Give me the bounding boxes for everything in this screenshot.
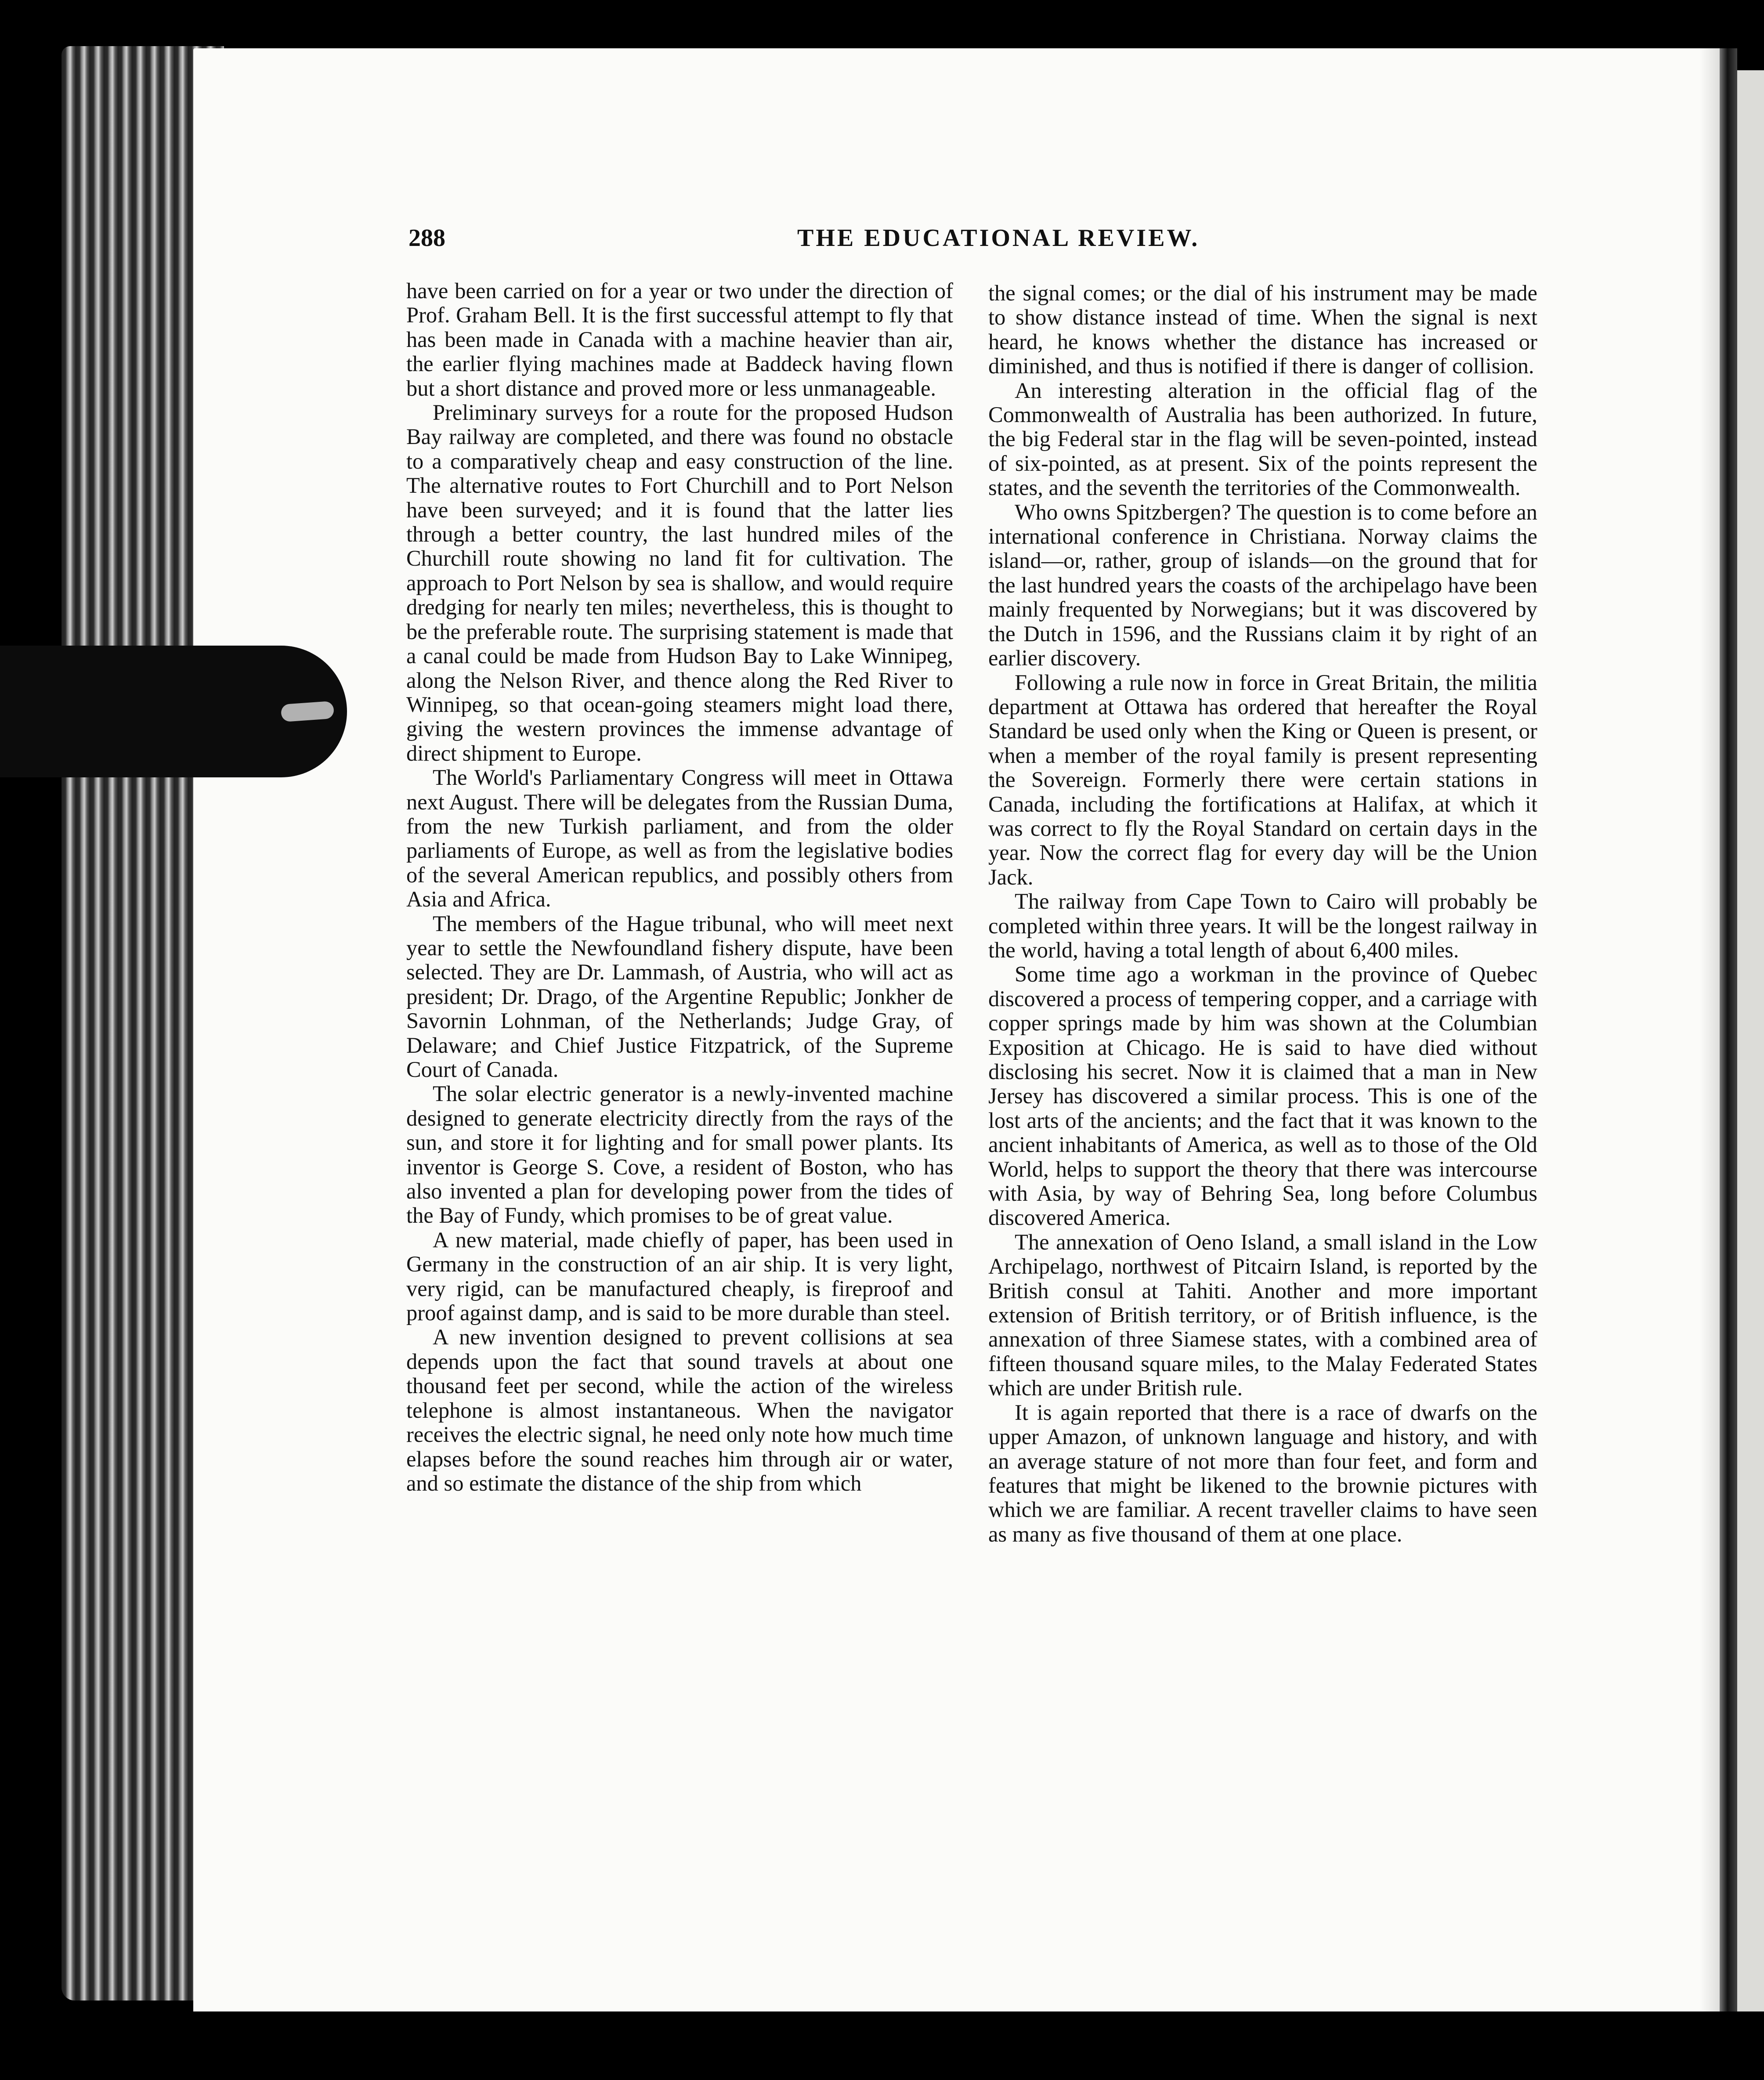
paragraph: the signal comes; or the dial of his instrument may be made to show distance instead of time. When the signal is next heard, he knows whether the distance has increased or diminished, and thus is notified if there is danger of collision.	[988, 281, 1537, 379]
left-column	[406, 279, 953, 1495]
paragraph: It is again reported that there is a race of dwarfs on the upper Amazon, of unknown language and history, and with an average stature of not more than four feet, and form and features that might be likened to the brownie pictures with which we are familiar. A recent traveller claims to have seen as many as five thousand of them at one place.	[988, 1400, 1537, 1546]
paragraph: Preliminary surveys for a route for the proposed Hudson Bay railway are completed, and there was found no obstacle to a comparatively cheap and easy construction of the line. The alternative routes to Fort Churchill and to Port Nelson have been surveyed; and it is found that the latter lies through a better country, the last hundred miles of the Churchill route showing no land fit for cultivation. The approach to Port Nelson by sea is shallow, and would require dredging for nearly ten miles; nevertheless, this is thought to be the preferable route. The surprising statement is made that a canal could be made from Hudson Bay to Lake Winnipeg, along the Nelson River, and thence along the Red River to Winnipeg, so that ocean-going steamers might load there, giving the western provinces the immense advantage of direct shipment to Europe.	[406, 400, 953, 766]
paragraph: The railway from Cape Town to Cairo will probably be completed within three years. It will be the longest railway in the world, having a total length of about 6,400 miles.	[988, 889, 1537, 962]
paragraph: The solar electric generator is a newly-invented machine designed to generate electricity directly from the rays of the sun, and store it for lighting and for small power plants. Its inventor is George S. Cove, a resident of Boston, who has also invented a plan for developing power from the tides of the Bay of Fundy, which promises to be of great value.	[406, 1081, 953, 1228]
thumb-highlight	[281, 701, 334, 722]
paragraph: An interesting alteration in the official flag of the Commonwealth of Australia has been authorized. In future, the big Federal star in the flag will be seven-pointed, instead of six-pointed, as at present. Six of the points represent the states, and the seventh the territories of the Commonwealth.	[988, 378, 1537, 500]
paragraph: Some time ago a workman in the province of Quebec discovered a process of tempering copper, and a carriage with copper springs made by him was shown at the Columbian Exposition at Chicago. He is said to have died without disclosing his secret. Now it is claimed that a man in New Jersey has discovered a similar process. This is one of the lost arts of the ancients; and the fact that it was known to the ancient inhabitants of America, as well as to those of the Old World, helps to support the theory that there was intercourse with Asia, by way of Behring Sea, long before Columbus discovered America.	[988, 962, 1537, 1230]
paragraph: Who owns Spitzbergen? The question is to come before an international conference in Christiana. Norway claims the island—or, rather, group of islands—on the ground that for the last hundred years the coasts of the archipelago have been mainly frequented by Norwegians; but it was discovered by the Dutch in 1596, and the Russians claim it by right of an earlier discovery.	[988, 499, 1537, 671]
journal-title: THE EDUCATIONAL REVIEW.	[797, 224, 1200, 252]
paragraph: The members of the Hague tribunal, who will meet next year to settle the Newfoundland fishery dispute, have been selected. They are Dr. Lammash, of Austria, who will act as president; Dr. Drago, of the Argentine Republic; Jonkher de Savornin Lohnman, of the Netherlands; Judge Gray, of Delaware; and Chief Justice Fitzpatrick, of the Supreme Court of Canada.	[406, 911, 953, 1082]
running-head	[408, 224, 1221, 259]
paragraph: A new material, made chiefly of paper, has been used in Germany in the construction of an air ship. It is very light, very rigid, can be manufactured cheaply, is fireproof and proof against damp, and is said to be more durable than steel.	[406, 1227, 953, 1325]
book-gutter	[1720, 48, 1737, 2011]
paragraph: The annexation of Oeno Island, a small island in the Low Archipelago, northwest of Pitcairn Island, is reported by the British consul at Tahiti. Another and more important extension of British territory, or of British influence, is the annexation of three Siamese states, with a combined area of fifteen thousand square miles, to the Malay Federated States which are under British rule.	[988, 1229, 1537, 1401]
paragraph: A new invention designed to prevent collisions at sea depends upon the fact that sound travels at about one thousand feet per second, while the action of the wireless telephone is almost instantaneous. When the navigator receives the electric signal, he need only note how much time elapses before the sound reaches him through air or water, and so estimate the distance of the ship from which	[406, 1325, 953, 1495]
paragraph: have been carried on for a year or two under the direction of Prof. Graham Bell. It is the first successful attempt to fly that has been made in Canada with a machine heavier than air, the earlier flying machines made at Baddeck having flown but a short distance and proved more or less unmanageable.	[406, 278, 953, 401]
paragraph: The World's Parliamentary Congress will meet in Ottawa next August. There will be delegates from the Russian Duma, from the new Turkish parliament, and from the older parliaments of Europe, as well as from the legislative bodies of the several American republics, and possibly others from Asia and Africa.	[406, 765, 953, 912]
page-number: 288	[408, 224, 445, 252]
right-column	[988, 281, 1537, 1546]
paragraph: Following a rule now in force in Great Britain, the militia department at Ottawa has ordered that hereafter the Royal Standard be used only when the King or Queen is present, or when a member of the royal family is present representing the Sovereign. Formerly there were certain stations in Canada, including the fortifications at Halifax, at which it was correct to fly the Royal Standard on certain days in the year. Now the correct flag for every day will be the Union Jack.	[988, 670, 1537, 889]
